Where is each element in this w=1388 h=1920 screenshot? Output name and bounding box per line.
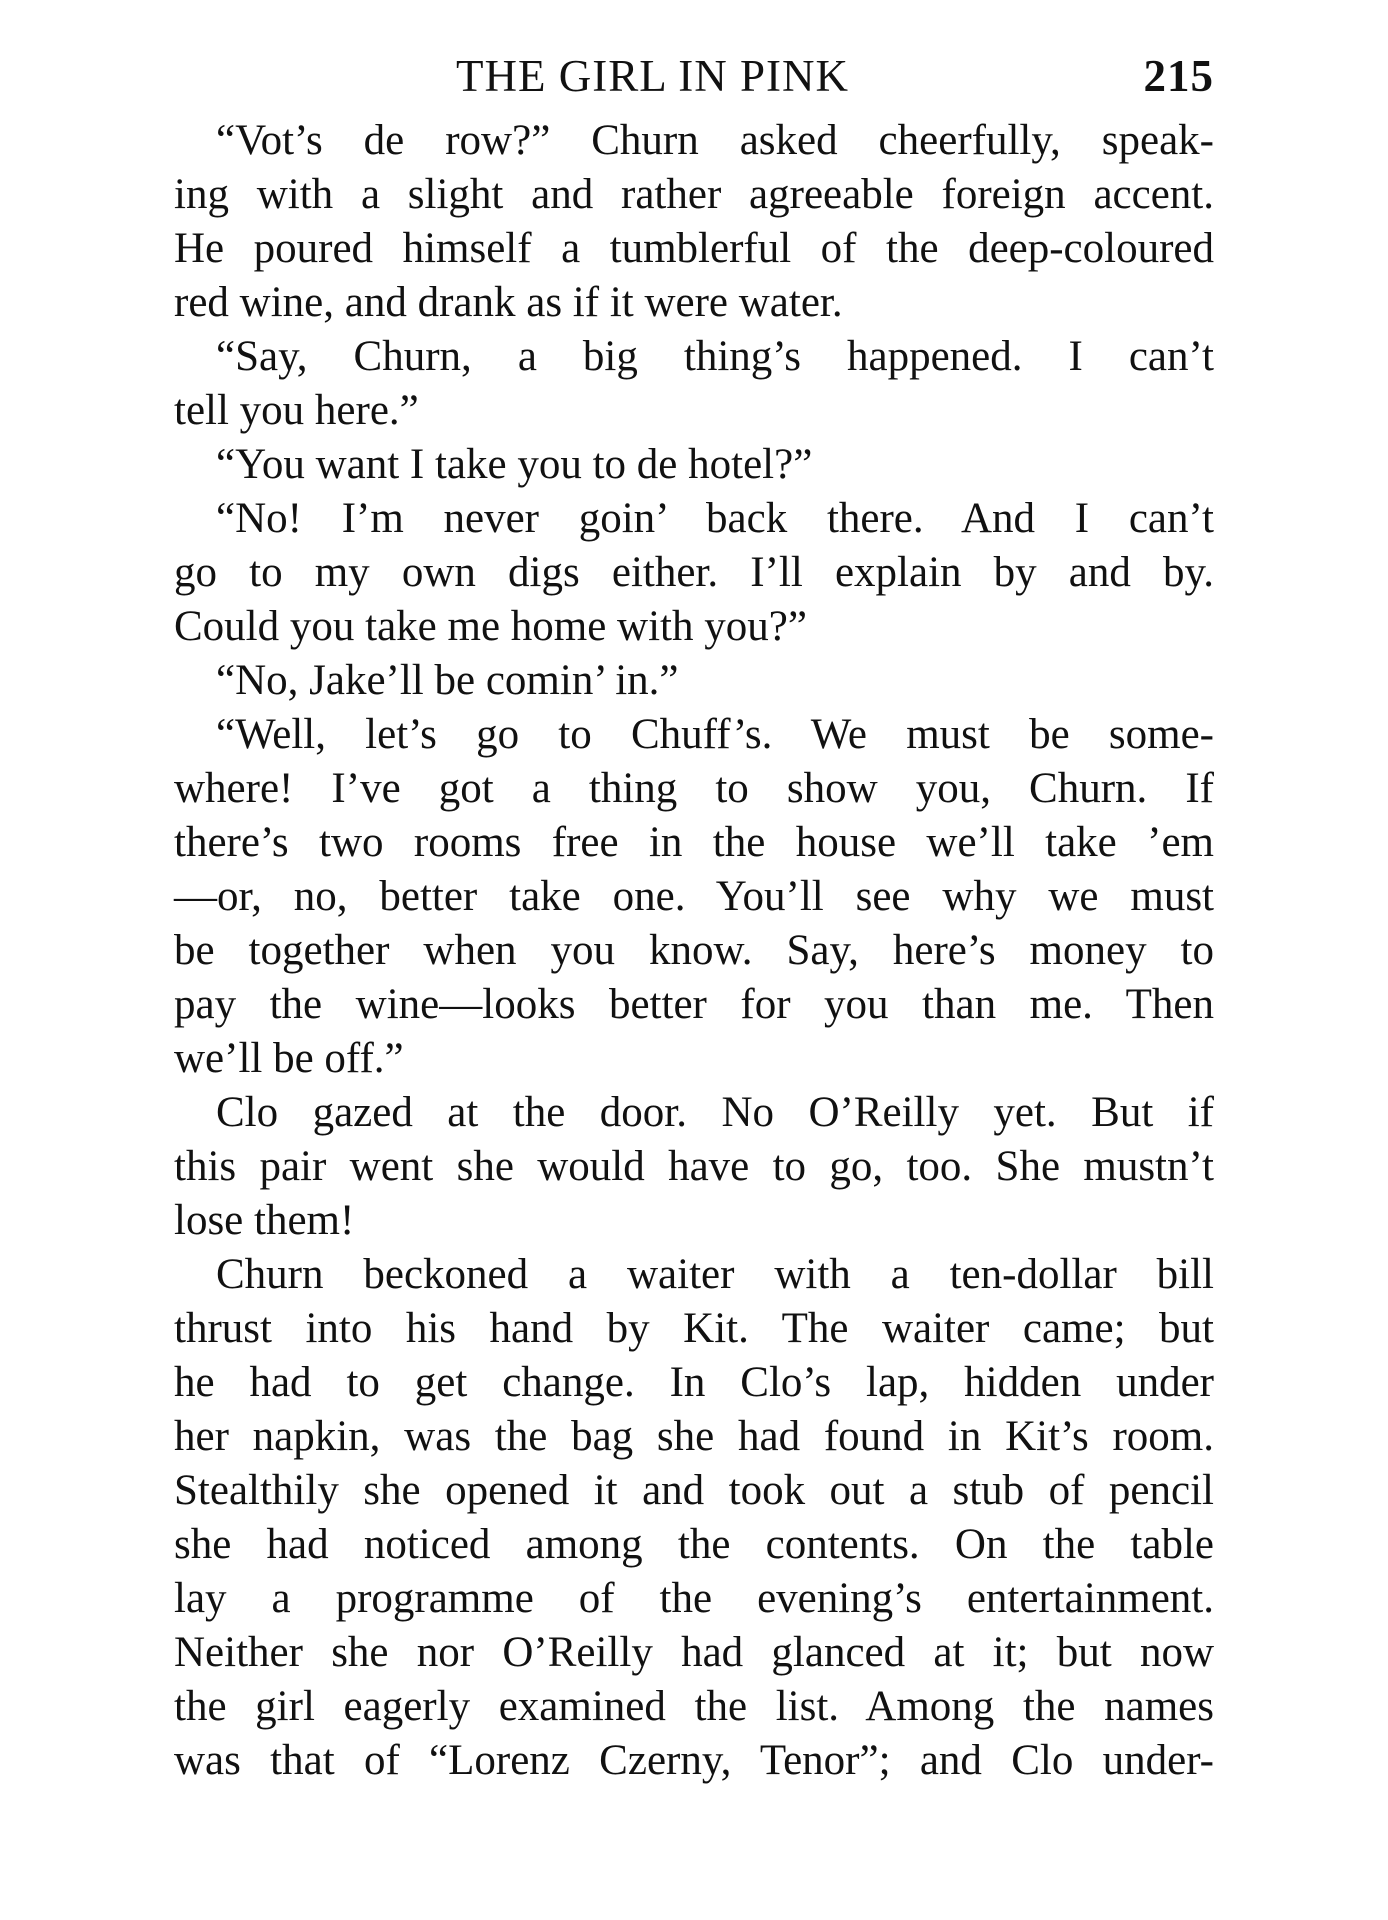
text-line: Could you take me home with you?” [174,603,807,650]
text-line: “Well, let’s go to Chuff’s. We must be some- [216,711,1214,758]
text-line: thrust into his hand by Kit. The waiter came; but [174,1305,1214,1352]
text-line: the girl eagerly examined the list. Among the names [174,1683,1214,1730]
text-line: “You want I take you to de hotel?” [216,441,813,488]
text-line: “No, Jake’ll be comin’ in.” [216,657,679,704]
text-line: tell you here.” [174,387,419,434]
text-line: where! I’ve got a thing to show you, Churn. If [174,765,1214,812]
book-page [174,40,1214,1788]
text-line: “Say, Churn, a big thing’s happened. I can’t [216,333,1214,380]
running-title: THE GIRL IN PINK [456,51,850,101]
text-line: her napkin, was the bag she had found in Kit’s room. [174,1413,1214,1460]
text-line: red wine, and drank as if it were water. [174,279,843,326]
text-line: lay a programme of the evening’s entertainment. [174,1575,1214,1622]
running-head [174,40,1214,114]
text-line: she had noticed among the contents. On the table [174,1521,1214,1568]
text-line: pay the wine—looks better for you than me. Then [174,981,1214,1028]
text-line: there’s two rooms free in the house we’ll take ’em [174,819,1214,866]
text-line: lose them! [174,1197,355,1244]
text-line: ing with a slight and rather agreeable foreign accent. [174,171,1214,218]
text-line: was that of “Lorenz Czerny, Tenor”; and Clo under- [174,1737,1214,1784]
text-line: He poured himself a tumblerful of the deep-coloured [174,225,1214,272]
text-line: Clo gazed at the door. No O’Reilly yet. But if [216,1089,1214,1136]
text-line: he had to get change. In Clo’s lap, hidden under [174,1359,1214,1406]
text-line: “Vot’s de row?” Churn asked cheerfully, speak- [216,117,1214,164]
page-number: 215 [1143,51,1214,101]
text-line: “No! I’m never goin’ back there. And I can’t [216,495,1214,542]
text-line: Neither she nor O’Reilly had glanced at it; but now [174,1629,1214,1676]
text-line: we’ll be off.” [174,1035,404,1082]
text-line: this pair went she would have to go, too. She mustn’t [174,1143,1214,1190]
text-line: Churn beckoned a waiter with a ten-dollar bill [216,1251,1214,1298]
text-line: be together when you know. Say, here’s money to [174,927,1214,974]
text-line: go to my own digs either. I’ll explain by and by. [174,549,1214,596]
body-text [174,114,1214,1788]
text-line: Stealthily she opened it and took out a stub of pencil [174,1467,1214,1514]
text-line: —or, no, better take one. You’ll see why we must [174,873,1214,920]
